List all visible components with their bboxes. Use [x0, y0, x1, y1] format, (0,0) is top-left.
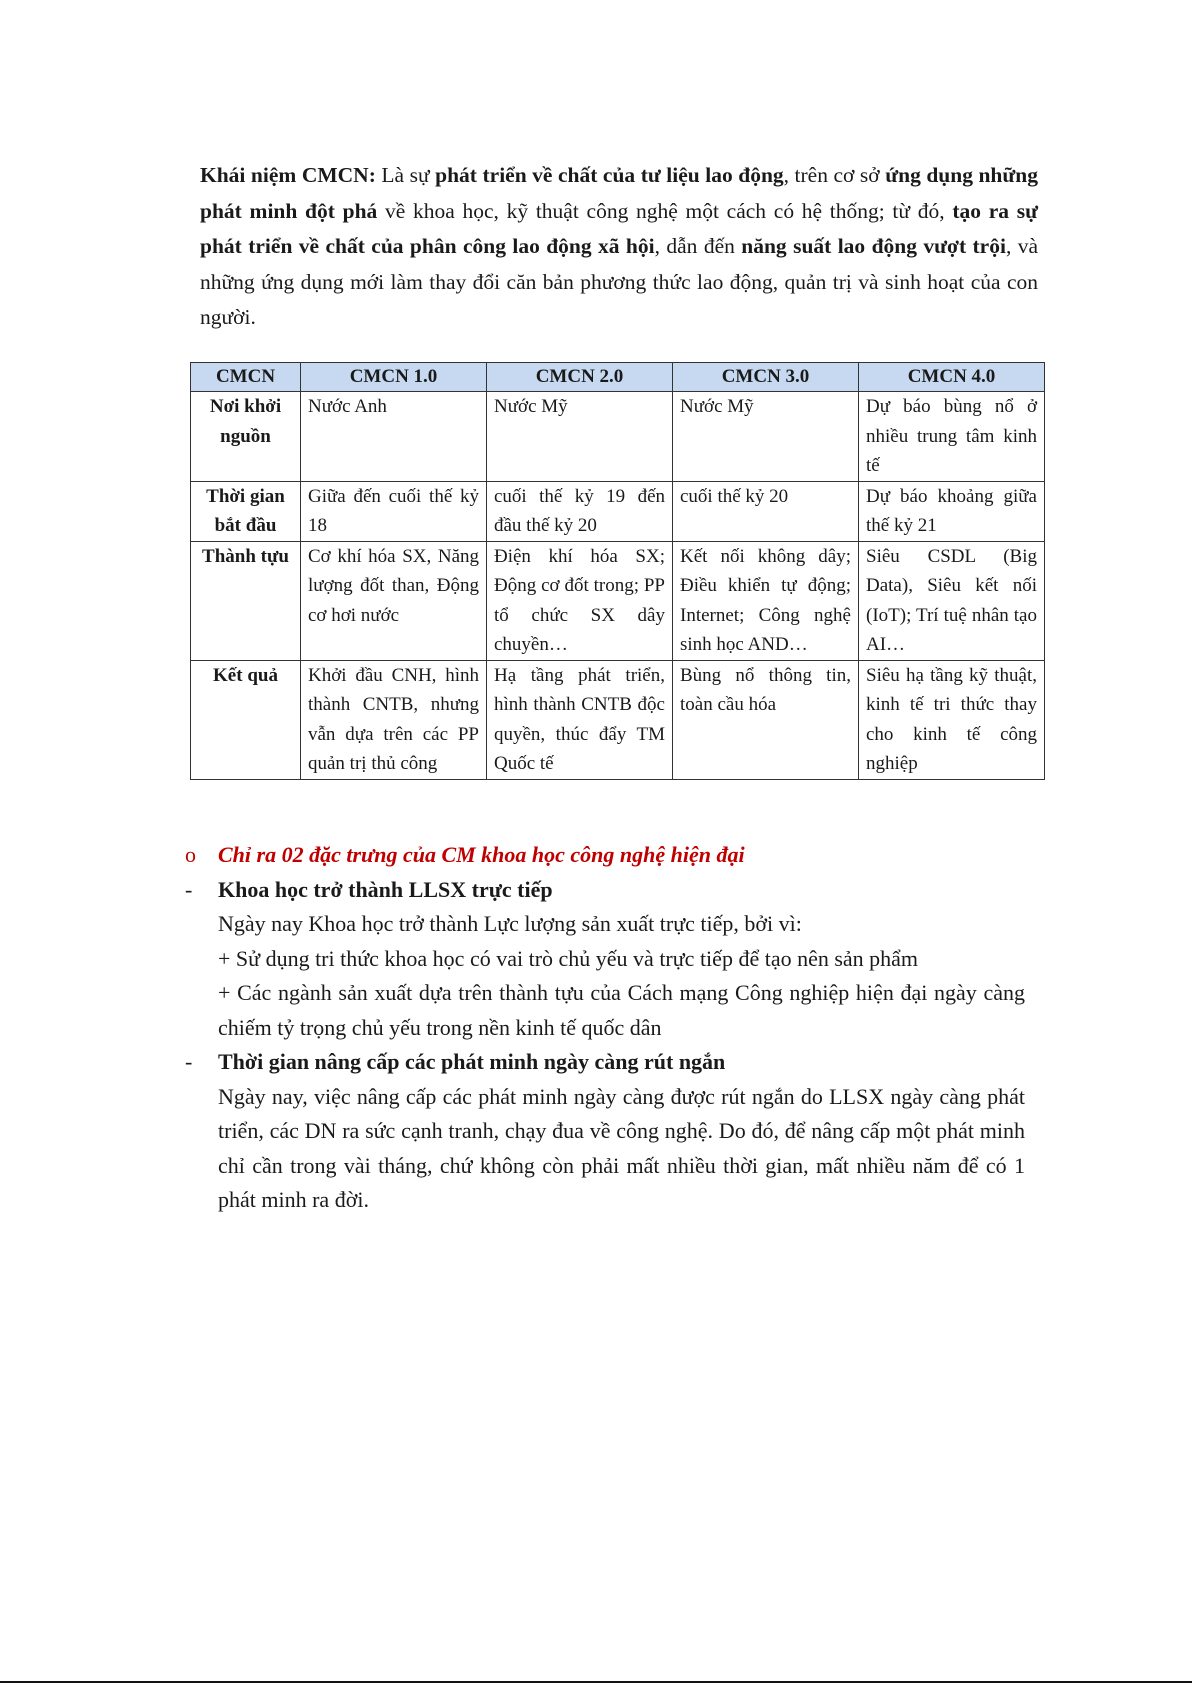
- features-section: [185, 838, 1025, 1218]
- table-row-results: [191, 660, 1045, 779]
- concept-text: Là sự: [375, 163, 436, 187]
- cmcn-comparison-table: [190, 362, 1045, 780]
- concept-emphasis: tạo ra sự phát triển về chất của phân công lao động xã hội: [200, 198, 1038, 258]
- table-header-row: [191, 363, 1045, 392]
- section-heading: [185, 838, 1025, 873]
- table-cell: Giữa đến cuối thế kỷ 18: [301, 481, 487, 541]
- row-header-cell: Thời gian bắt đầu: [191, 481, 301, 541]
- table-cell: Dự báo bùng nổ ở nhiều trung tâm kinh tế: [859, 392, 1045, 482]
- circle-bullet-icon: o: [185, 842, 196, 867]
- table-cell: Kết nối không dây; Điều khiển tự động; Internet; Công nghệ sinh học AND…: [673, 541, 859, 660]
- concept-text: về khoa học, kỹ thuật công nghệ một cách có hệ thống; từ đó,: [377, 198, 953, 223]
- feature-line: + Các ngành sản xuất dựa trên thành tựu của Cách mạng Công nghiệp hiện đại ngày càng chiếm tỷ trọng chủ yếu trong nền kinh tế quốc dân: [218, 980, 1025, 1040]
- concept-text: , trên cơ sở: [783, 163, 886, 187]
- table-header-cell: CMCN 1.0: [301, 363, 487, 392]
- table-cell: Bùng nổ thông tin, toàn cầu hóa: [673, 660, 859, 779]
- feature-line: Ngày nay Khoa học trở thành Lực lượng sản xuất trực tiếp, bởi vì:: [218, 911, 802, 936]
- table-cell: Điện khí hóa SX; Động cơ đốt trong; PP tổ chức SX dây chuyền…: [487, 541, 673, 660]
- table-row-start-time: [191, 481, 1045, 541]
- table-cell: Cơ khí hóa SX, Năng lượng đốt than, Động cơ hơi nước: [301, 541, 487, 660]
- table-cell: Hạ tầng phát triển, hình thành CNTB độc quyền, thúc đẩy TM Quốc tế: [487, 660, 673, 779]
- feature-item: [185, 873, 1025, 1046]
- table-cell: Siêu CSDL (Big Data), Siêu kết nối (IoT); Trí tuệ nhân tạo AI…: [859, 541, 1045, 660]
- concept-emphasis: ứng dụng những phát minh đột phá: [200, 163, 1038, 223]
- row-header-cell: Kết quả: [191, 660, 301, 779]
- row-header-cell: Nơi khởi nguồn: [191, 392, 301, 482]
- concept-label: Khái niệm CMCN:: [200, 163, 376, 187]
- section-heading-text: Chỉ ra 02 đặc trưng của CM khoa học công nghệ hiện đại: [218, 842, 745, 867]
- table-header-cell: CMCN: [191, 363, 301, 392]
- table-row-achievements: [191, 541, 1045, 660]
- concept-text: , và những ứng dụng mới làm thay đổi căn bản phương thức lao động, quản trị và sinh hoạt của con người.: [200, 234, 1039, 329]
- concept-emphasis: phát triển về chất của tư liệu lao động: [435, 163, 784, 187]
- page-bottom-border: [0, 1681, 1192, 1683]
- table-row-origin: [191, 392, 1045, 482]
- dash-bullet-icon: -: [185, 1049, 193, 1074]
- concept-emphasis: năng suất lao động vượt trội: [741, 234, 1006, 258]
- feature-item: [185, 1045, 1025, 1218]
- table-cell: Nước Mỹ: [673, 392, 859, 482]
- concept-paragraph: [200, 158, 1038, 336]
- table-cell: cuối thế kỷ 19 đến đầu thế kỷ 20: [487, 481, 673, 541]
- feature-title: Khoa học trở thành LLSX trực tiếp: [218, 876, 553, 902]
- row-header-cell: Thành tựu: [191, 541, 301, 660]
- table-header-cell: CMCN 4.0: [859, 363, 1045, 392]
- concept-text: , dẫn đến: [654, 234, 742, 258]
- feature-line: + Sử dụng tri thức khoa học có vai trò chủ yếu và trực tiếp để tạo nên sản phẩm: [218, 945, 919, 971]
- table-cell: Nước Mỹ: [487, 392, 673, 482]
- feature-line: Ngày nay, việc nâng cấp các phát minh ngày càng được rút ngắn do LLSX ngày càng phát triển, các DN ra sức cạnh tranh, chạy đua về công nghệ. Do đó, để nâng cấp một phát minh chỉ cần trong vài tháng, chứ không còn phải mất nhiều thời gian, mất nhiều năm để có 1 phát minh ra đời.: [218, 1083, 1025, 1212]
- feature-title: Thời gian nâng cấp các phát minh ngày càng rút ngắn: [218, 1049, 726, 1074]
- table-header-cell: CMCN 2.0: [487, 363, 673, 392]
- table-cell: cuối thế kỷ 20: [673, 481, 859, 541]
- table-cell: Nước Anh: [301, 392, 487, 482]
- dash-bullet-icon: -: [185, 876, 193, 902]
- table-cell: Khởi đầu CNH, hình thành CNTB, nhưng vẫn dựa trên các PP quản trị thủ công: [301, 660, 487, 779]
- table-header-cell: CMCN 3.0: [673, 363, 859, 392]
- table-cell: Siêu hạ tầng kỹ thuật, kinh tế tri thức thay cho kinh tế công nghiệp: [859, 660, 1045, 779]
- table-cell: Dự báo khoảng giữa thế kỷ 21: [859, 481, 1045, 541]
